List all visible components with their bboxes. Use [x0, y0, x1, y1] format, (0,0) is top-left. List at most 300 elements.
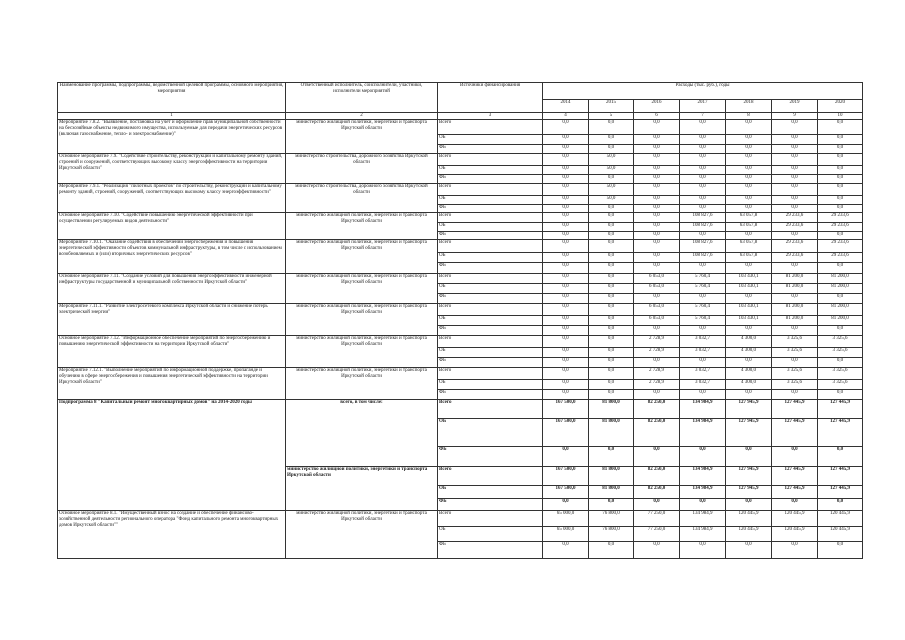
expense-value: 134 984,9 [680, 511, 726, 527]
expense-value: 3 325,6 [772, 348, 818, 358]
column-number: 3 [438, 113, 543, 120]
expense-value: 4 300,0 [726, 348, 772, 358]
expense-value: 77 250,0 [634, 511, 680, 527]
expense-value: 0,0 [543, 166, 589, 175]
funding-source: Всего [438, 467, 543, 486]
expense-value: 0,0 [818, 166, 863, 175]
program-name: Основное мероприятие 7.11. "Создание условий для повышения энергоэффективности инженерной инфраструктуры государственной и муниципальной собственности Иркутской области" [58, 274, 286, 304]
expense-value: 0,0 [543, 326, 589, 336]
expense-value: 167 500,0 [543, 400, 589, 419]
expense-value: 0,0 [680, 175, 726, 184]
budget-table [57, 82, 863, 559]
expense-value: 0,0 [772, 447, 818, 467]
executor-name: всего, в том числе: [286, 400, 438, 467]
expense-value: 81 800,0 [589, 400, 634, 419]
expense-value: 4 300,0 [726, 336, 772, 348]
expense-value: 0,0 [772, 175, 818, 184]
expense-value: 127 945,9 [726, 400, 772, 419]
column-number-row [58, 113, 863, 120]
expense-value: 0,0 [589, 135, 634, 145]
expense-value: 81 800,0 [589, 419, 634, 447]
expense-value: 0,0 [772, 390, 818, 400]
expense-value: 0,0 [543, 284, 589, 294]
expense-value: 0,0 [634, 135, 680, 145]
expense-value: 0,0 [772, 120, 818, 135]
funding-source: Всего [438, 336, 543, 348]
funding-source: ФБ [438, 263, 543, 274]
expense-value: 0,0 [543, 380, 589, 390]
expense-value: 3 032,7 [680, 368, 726, 380]
table-row [58, 184, 863, 196]
expense-value: 0,0 [543, 175, 589, 184]
expense-value: 0,0 [726, 120, 772, 135]
expense-value: 0,0 [589, 284, 634, 294]
expense-value: 103 430,1 [726, 316, 772, 326]
program-name: Мероприятие 7.10.1. "Оказание содействия в обеспечении энергосбережения и повышения энергетической эффективности объектов коммунальной инфраструктуры, в том числе с использованием возобновляемых и (или) вторичных энергетических ресурсов" [58, 240, 286, 274]
expense-value: 0,0 [726, 263, 772, 274]
expense-value: 0,0 [680, 499, 726, 511]
expense-value: 0,0 [634, 205, 680, 213]
expense-value: 0,0 [680, 542, 726, 559]
header-executor: Ответственный исполнитель, соисполнители, участники, исполнители мероприятий [286, 83, 438, 113]
expense-value: 0,0 [726, 326, 772, 336]
column-number: 5 [589, 113, 634, 120]
budget-table-body [58, 120, 863, 559]
expense-value: 0,0 [634, 326, 680, 336]
column-number: 7 [680, 113, 726, 120]
expense-value: 0,0 [589, 368, 634, 380]
funding-source: Всего [438, 184, 543, 196]
expense-value: 0,0 [543, 205, 589, 213]
expense-value: 108 827,6 [680, 253, 726, 263]
expense-value: 0,0 [680, 263, 726, 274]
expense-value: 0,0 [772, 326, 818, 336]
expense-value: 0,0 [634, 120, 680, 135]
expense-value: 0,0 [634, 196, 680, 205]
expense-value: 0,0 [543, 368, 589, 380]
expense-value: 0,0 [589, 294, 634, 304]
expense-value: 134 984,9 [680, 467, 726, 486]
expense-value: 0,0 [634, 447, 680, 467]
expense-value: 0,0 [680, 326, 726, 336]
expense-value: 0,0 [818, 135, 863, 145]
expense-value: 76 800,0 [589, 511, 634, 527]
executor-name: министерство жилищной политики, энергетики и транспорта Иркутской области [286, 274, 438, 304]
expense-value: 0,0 [680, 145, 726, 154]
expense-value: 3 325,6 [818, 368, 863, 380]
expense-value: 127 445,9 [818, 419, 863, 447]
executor-name: министерство жилищной политики, энергетики и транспорта Иркутской области [286, 336, 438, 368]
expense-value: 0,0 [680, 135, 726, 145]
header-year: 2020 [818, 100, 863, 113]
expense-value: 29 233,6 [818, 213, 863, 223]
expense-value: 0,0 [772, 184, 818, 196]
expense-value: 0,0 [726, 154, 772, 166]
funding-source: Всего [438, 240, 543, 253]
expense-value: 0,0 [543, 447, 589, 467]
expense-value: 81 200,0 [772, 316, 818, 326]
expense-value: 5 760,4 [680, 284, 726, 294]
expense-value: 63 057,8 [726, 223, 772, 232]
expense-value: 63 057,8 [726, 240, 772, 253]
expense-value: 0,0 [818, 499, 863, 511]
table-row [58, 511, 863, 527]
expense-value: 0,0 [589, 336, 634, 348]
expense-value: 29 233,6 [818, 253, 863, 263]
expense-value: 63 057,8 [726, 213, 772, 223]
expense-value: 0,0 [543, 135, 589, 145]
expense-value: 81 200,0 [772, 284, 818, 294]
expense-value: 0,0 [680, 154, 726, 166]
expense-value: 81 800,0 [589, 486, 634, 499]
expense-value: 0,0 [589, 253, 634, 263]
expense-value: 0,0 [543, 348, 589, 358]
program-name: Подпрограмма 8 "Капитальный ремонт многоквартирных домов" на 2014-2020 годы [58, 400, 286, 511]
executor-name: министерство жилищной политики, энергетики и транспорта Иркутской области [286, 240, 438, 274]
executor-name: министерство жилищной политики, энергетики и транспорта Иркутской области [286, 368, 438, 400]
executor-name: министерство строительства, дорожного хозяйства Иркутской области [286, 154, 438, 184]
expense-value: 0,0 [772, 232, 818, 240]
expense-value: 0,0 [543, 358, 589, 368]
expense-value: 0,0 [818, 175, 863, 184]
expense-value: 63 057,8 [726, 253, 772, 263]
expense-value: 134 984,9 [680, 419, 726, 447]
expense-value: 0,0 [818, 390, 863, 400]
funding-source: ОБ [438, 486, 543, 499]
funding-source: ОБ [438, 284, 543, 294]
funding-source: ФБ [438, 447, 543, 467]
expense-value: 0,0 [726, 390, 772, 400]
funding-source: ФБ [438, 145, 543, 154]
funding-source: Всего [438, 511, 543, 527]
expense-value: 108 827,6 [680, 223, 726, 232]
expense-value: 50,0 [589, 184, 634, 196]
expense-value: 0,0 [680, 196, 726, 205]
funding-source: Всего [438, 400, 543, 419]
expense-value: 103 430,1 [726, 284, 772, 294]
expense-value: 0,0 [818, 447, 863, 467]
expense-value: 0,0 [634, 499, 680, 511]
expense-value: 0,0 [818, 205, 863, 213]
header-year: 2017 [680, 100, 726, 113]
table-row [58, 400, 863, 419]
funding-source: Всего [438, 120, 543, 135]
expense-value: 0,0 [543, 542, 589, 559]
column-number: 6 [634, 113, 680, 120]
expense-value: 82 250,0 [634, 400, 680, 419]
expense-value: 0,0 [726, 175, 772, 184]
expense-value: 0,0 [543, 223, 589, 232]
funding-source: ФБ [438, 205, 543, 213]
expense-value: 3 032,7 [680, 336, 726, 348]
expense-value: 0,0 [634, 175, 680, 184]
expense-value: 120 445,9 [726, 527, 772, 542]
expense-value: 6 053,0 [634, 274, 680, 284]
expense-value: 0,0 [772, 196, 818, 205]
expense-value: 2 728,9 [634, 380, 680, 390]
expense-value: 65 000,0 [543, 511, 589, 527]
expense-value: 0,0 [589, 542, 634, 559]
expense-value: 0,0 [589, 120, 634, 135]
expense-value: 0,0 [543, 336, 589, 348]
expense-value: 0,0 [818, 263, 863, 274]
expense-value: 0,0 [589, 380, 634, 390]
expense-value: 3 325,6 [772, 380, 818, 390]
executor-name: министерство жилищной политики, энергетики и транспорта Иркутской области [286, 511, 438, 559]
expense-value: 0,0 [726, 145, 772, 154]
funding-source: ФБ [438, 232, 543, 240]
expense-value: 0,0 [726, 205, 772, 213]
expense-value: 0,0 [680, 232, 726, 240]
expense-value: 3 325,6 [772, 368, 818, 380]
expense-value: 76 800,0 [589, 527, 634, 542]
expense-value: 0,0 [772, 294, 818, 304]
expense-value: 0,0 [589, 447, 634, 467]
expense-value: 0,0 [589, 232, 634, 240]
expense-value: 0,0 [818, 326, 863, 336]
expense-value: 0,0 [818, 154, 863, 166]
expense-value: 0,0 [634, 223, 680, 232]
table-row [58, 274, 863, 284]
expense-value: 0,0 [634, 145, 680, 154]
expense-value: 82 250,0 [634, 486, 680, 499]
expense-value: 0,0 [543, 213, 589, 223]
expense-value: 4 300,0 [726, 380, 772, 390]
expense-value: 82 250,0 [634, 419, 680, 447]
header-year: 2014 [543, 100, 589, 113]
funding-source: ФБ [438, 542, 543, 559]
funding-source: ОБ [438, 196, 543, 205]
expense-value: 0,0 [589, 274, 634, 284]
expense-value: 0,0 [543, 304, 589, 316]
expense-value: 50,0 [589, 154, 634, 166]
expense-value: 127 445,9 [818, 467, 863, 486]
expense-value: 0,0 [726, 135, 772, 145]
expense-value: 81 200,0 [818, 304, 863, 316]
column-number: 2 [286, 113, 438, 120]
expense-value: 81 200,0 [818, 274, 863, 284]
expense-value: 0,0 [680, 120, 726, 135]
table-row [58, 213, 863, 223]
funding-source: ФБ [438, 358, 543, 368]
expense-value: 0,0 [589, 175, 634, 184]
expense-value: 5 760,4 [680, 316, 726, 326]
expense-value: 0,0 [543, 499, 589, 511]
expense-value: 0,0 [589, 263, 634, 274]
expense-value: 103 430,1 [726, 274, 772, 284]
executor-name: министерство жилищной политики, энергетики и транспорта Иркутской области [286, 467, 438, 511]
program-name: Мероприятие 7.11.1. "Развитие электросетевого комплекса Иркутской области и снижение потерь электрической энергии" [58, 304, 286, 336]
expense-value: 81 200,0 [772, 304, 818, 316]
expense-value: 4 300,0 [726, 368, 772, 380]
column-number: 4 [543, 113, 589, 120]
expense-value: 0,0 [589, 240, 634, 253]
executor-name: министерство жилищной политики, энергетики и транспорта Иркутской области [286, 213, 438, 240]
expense-value: 29 233,6 [772, 223, 818, 232]
expense-value: 81 800,0 [589, 467, 634, 486]
expense-value: 167 500,0 [543, 419, 589, 447]
expense-value: 0,0 [634, 240, 680, 253]
funding-source: ОБ [438, 527, 543, 542]
program-name: Основное мероприятие 7.12. "Информационное обеспечение мероприятий по энергосбережению и повышению энергетической эффективности на территории Иркутской области" [58, 336, 286, 368]
table-row [58, 154, 863, 166]
expense-value: 0,0 [634, 542, 680, 559]
funding-source: ОБ [438, 348, 543, 358]
expense-value: 0,0 [818, 294, 863, 304]
expense-value: 0,0 [772, 166, 818, 175]
column-number: 9 [772, 113, 818, 120]
table-row [58, 120, 863, 135]
expense-value: 0,0 [589, 223, 634, 232]
expense-value: 0,0 [818, 358, 863, 368]
expense-value: 0,0 [772, 135, 818, 145]
expense-value: 0,0 [543, 232, 589, 240]
funding-source: Всего [438, 213, 543, 223]
funding-source: ФБ [438, 175, 543, 184]
header-source: Источники финансирования [438, 83, 543, 113]
expense-value: 0,0 [726, 499, 772, 511]
expense-value: 0,0 [726, 184, 772, 196]
column-number: 1 [58, 113, 286, 120]
expense-value: 0,0 [543, 294, 589, 304]
expense-value: 0,0 [589, 205, 634, 213]
expense-value: 0,0 [543, 120, 589, 135]
expense-value: 0,0 [634, 390, 680, 400]
expense-value: 6 053,0 [634, 284, 680, 294]
expense-value: 0,0 [634, 154, 680, 166]
funding-source: ОБ [438, 419, 543, 447]
expense-value: 0,0 [818, 120, 863, 135]
expense-value: 0,0 [818, 184, 863, 196]
expense-value: 120 445,9 [818, 527, 863, 542]
expense-value: 50,0 [589, 166, 634, 175]
expense-value: 120 445,9 [772, 527, 818, 542]
expense-value: 81 200,0 [818, 316, 863, 326]
expense-value: 0,0 [543, 253, 589, 263]
expense-value: 5 760,4 [680, 304, 726, 316]
expense-value: 0,0 [772, 205, 818, 213]
expense-value: 0,0 [634, 213, 680, 223]
funding-source: ОБ [438, 223, 543, 232]
expense-value: 0,0 [634, 253, 680, 263]
funding-source: ФБ [438, 390, 543, 400]
funding-source: Всего [438, 304, 543, 316]
expense-value: 0,0 [772, 263, 818, 274]
expense-value: 0,0 [680, 447, 726, 467]
funding-source: ОБ [438, 316, 543, 326]
expense-value: 6 053,0 [634, 304, 680, 316]
expense-value: 134 984,9 [680, 486, 726, 499]
header-program: Наименование программы, подпрограммы, ведомственной целевой программы, основного мероприятия, мероприятия [58, 83, 286, 113]
expense-value: 0,0 [634, 294, 680, 304]
program-name: Мероприятие 7.9.1. "Реализация "пилотных проектов" по строительству, реконструкции и капитальному ремонту зданий, строений, сооружений, соответствующих высокому классу энергоэффективности" [58, 184, 286, 213]
expense-value: 0,0 [726, 294, 772, 304]
expense-value: 0,0 [589, 316, 634, 326]
expense-value: 0,0 [589, 358, 634, 368]
expense-value: 82 250,0 [634, 467, 680, 486]
expense-value: 0,0 [772, 542, 818, 559]
expense-value: 0,0 [543, 184, 589, 196]
funding-source: ОБ [438, 166, 543, 175]
expense-value: 0,0 [589, 304, 634, 316]
expense-value: 29 233,6 [772, 213, 818, 223]
expense-value: 2 728,9 [634, 348, 680, 358]
expense-value: 0,0 [818, 196, 863, 205]
expense-value: 134 984,9 [680, 527, 726, 542]
expense-value: 3 032,7 [680, 380, 726, 390]
expense-value: 108 827,6 [680, 240, 726, 253]
expense-value: 127 445,9 [772, 486, 818, 499]
column-number: 8 [726, 113, 772, 120]
expense-value: 2 728,9 [634, 368, 680, 380]
expense-value: 0,0 [726, 196, 772, 205]
expense-value: 0,0 [726, 447, 772, 467]
expense-value: 77 250,0 [634, 527, 680, 542]
expense-value: 0,0 [589, 145, 634, 154]
expense-value: 0,0 [634, 358, 680, 368]
funding-source: Всего [438, 154, 543, 166]
table-row [58, 368, 863, 380]
expense-value: 0,0 [680, 294, 726, 304]
expense-value: 0,0 [543, 390, 589, 400]
expense-value: 103 430,1 [726, 304, 772, 316]
expense-value: 167 500,0 [543, 467, 589, 486]
program-name: Мероприятие 7.8.2. "Выявление, постановка на учет и оформление прав муниципальной собственности на бесхозяйные объекты недвижимого имущества, используемые для передачи энергетических ресурсов (включая газоснабжение, тепло- и электроснабжение)" [58, 120, 286, 154]
budget-sheet [57, 82, 862, 559]
expense-value: 0,0 [589, 326, 634, 336]
program-name: Основное мероприятие 7.9. "Содействие строительству, реконструкции и капитальному ремонту зданий, строений и сооружений, соответствующих высокому классу энергоэффективности на территории Иркутской области" [58, 154, 286, 184]
funding-source: ФБ [438, 499, 543, 511]
expense-value: 0,0 [680, 358, 726, 368]
header-year: 2019 [772, 100, 818, 113]
funding-source: Всего [438, 274, 543, 284]
executor-name: министерство жилищной политики, энергетики и транспорта Иркутской области [286, 304, 438, 336]
expense-value: 0,0 [680, 390, 726, 400]
expense-value: 127 945,9 [726, 419, 772, 447]
expense-value: 0,0 [543, 154, 589, 166]
expense-value: 0,0 [726, 358, 772, 368]
expense-value: 2 728,9 [634, 336, 680, 348]
funding-source: Всего [438, 368, 543, 380]
expense-value: 0,0 [543, 274, 589, 284]
expense-value: 29 233,6 [772, 253, 818, 263]
expense-value: 0,0 [634, 263, 680, 274]
expense-value: 3 325,6 [818, 348, 863, 358]
expense-value: 127 945,9 [726, 486, 772, 499]
program-name: Мероприятие 7.12.1. "Выполнение мероприятий по информационной поддержке, пропаганде и обучению в сфере энергосбережения и повышения энергетической эффективности на территории Иркутской области" [58, 368, 286, 400]
expense-value: 0,0 [543, 316, 589, 326]
expense-value: 0,0 [543, 263, 589, 274]
expense-value: 0,0 [589, 499, 634, 511]
expense-value: 120 445,9 [726, 511, 772, 527]
program-name: Основное мероприятие 8.1. "Имущественный взнос на создание и обеспечение финансово-хозяйственной деятельности регионального оператора "Фонд капитального ремонта многоквартирных домов Иркутской области"" [58, 511, 286, 559]
expense-value: 0,0 [818, 232, 863, 240]
expense-value: 0,0 [543, 240, 589, 253]
funding-source: ФБ [438, 294, 543, 304]
expense-value: 0,0 [543, 145, 589, 154]
header-year: 2018 [726, 100, 772, 113]
expense-value: 127 945,9 [726, 467, 772, 486]
expense-value: 167 500,0 [543, 486, 589, 499]
expense-value: 120 445,9 [818, 511, 863, 527]
expense-value: 81 200,0 [772, 274, 818, 284]
expense-value: 127 445,9 [772, 400, 818, 419]
executor-name: министерство строительства, дорожного хозяйства Иркутской области [286, 184, 438, 213]
table-row [58, 336, 863, 348]
expense-value: 5 760,4 [680, 274, 726, 284]
expense-value: 134 984,9 [680, 400, 726, 419]
expense-value: 0,0 [726, 166, 772, 175]
